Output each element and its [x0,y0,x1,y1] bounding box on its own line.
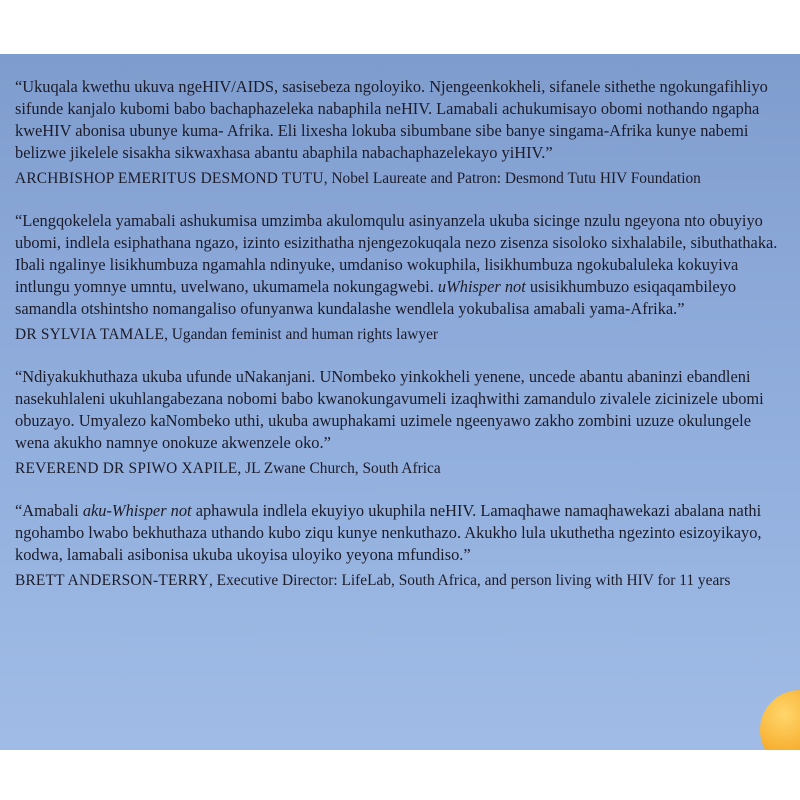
testimonial-quote [15,500,787,566]
attribution-role: , Nobel Laureate and Patron: Desmond Tutu HIV Foundation [323,170,701,187]
testimonial-tutu [15,76,787,190]
book-title-italic: uWhisper not [437,277,526,296]
attribution-role: , Ugandan feminist and human rights lawyer [164,326,439,343]
testimonial-attribution [15,570,787,592]
attribution-role: , JL Zwane Church, South Africa [237,460,441,477]
quote-text: aphawula indlela ekuyiyo ukuphila neHIV. Lamaqhawe namaqhawekazi abalana nathi ngohambo lwabo bekhuthaza uthando kubo ziqu kunye nenkuthazo. Akukho lula ukuthetha ngezinto esizoyikayo, kodwa, lamabali asibonisa ukuba ukoyisa uloyiko yeyona mfundiso.” [15,501,762,564]
testimonial-attribution [15,324,787,346]
testimonials-list [15,76,787,612]
quote-text: usisikhumbuzo esiqaqambileyo samandla otshintsho nomangaliso ofunyanwa kundalashe wendlela yokubalisa amabali yama-Afrika.” [15,277,737,318]
testimonial-anderson-terry [15,500,787,592]
quote-text: “Amabali [15,501,83,520]
quote-text: “Ndiyakukhuthaza ukuba ufunde uNakanjani. UNombeko yinkokheli yenene, uncede abantu abaninzi ebandleni nasekuhlaleni ukuhlangabezana nobomi babo kwanokungavumeli izaqhwithi zamandulo zivalele zicinizele ubomi obuzayo. Umyalezo kaNombeko uthi, ukuba awuphakami uzimele ngeenyawo zakho zombini uzuze okulungele wena akukho namnye onokuze akwenzele oko.” [15,367,764,452]
attribution-name: ARCHBISHOP EMERITUS DESMOND TUTU [15,170,324,187]
book-back-cover [0,54,800,750]
testimonial-quote [15,210,787,320]
testimonial-tamale [15,210,787,346]
book-title-italic: aku-Whisper not [82,501,192,520]
testimonial-quote [15,76,787,164]
attribution-name: BRETT ANDERSON-TERRY [15,572,209,589]
attribution-role: , Executive Director: LifeLab, South Africa, and person living with HIV for 11 years [208,572,731,589]
testimonial-attribution [15,458,787,480]
testimonial-attribution [15,168,787,190]
sun-orb-decoration [760,690,800,750]
attribution-name: DR SYLVIA TAMALE [15,326,165,343]
testimonial-xapile [15,366,787,480]
quote-text: “Ukuqala kwethu ukuva ngeHIV/AIDS, sasisebeza ngoloyiko. Njengeenkokheli, sifanele sithethe ngokungafihliyo sifunde kanjalo kubomi babo bachaphazeleka nabaphila neHIV. Lamabali achukumisayo obomi nothando ngapha kweHIV abonisa ubunye kuma- Afrika. Eli lixesha lokuba sibumbane sibe banye singama-Afrika kunye nabemi belizwe jikelele sisakha sikwaxhasa abantu abaphila nabachaphazelekayo yiHIV.” [15,77,768,162]
attribution-name: REVEREND DR SPIWO XAPILE [15,460,238,477]
testimonial-quote [15,366,787,454]
quote-text: “Lengqokelela yamabali ashukumisa umzimba akulomqulu asinyanzela ukuba sicinge nzulu ngeyona nto obuyiyo ubomi, indlela esiphathana ngazo, izinto esizithatha njengezokuqala nezo zisenza sisoloko sixhalabile, sibuthathaka. Ibali ngalinye lisikhumbuza ngamahla ndinyuke, umdaniso wokuphila, lisikhumbuza ngokubaluleka kokuyiva intlungu yomnye umntu, uvelwano, ukumamela nokungagwebi. [15,211,778,296]
